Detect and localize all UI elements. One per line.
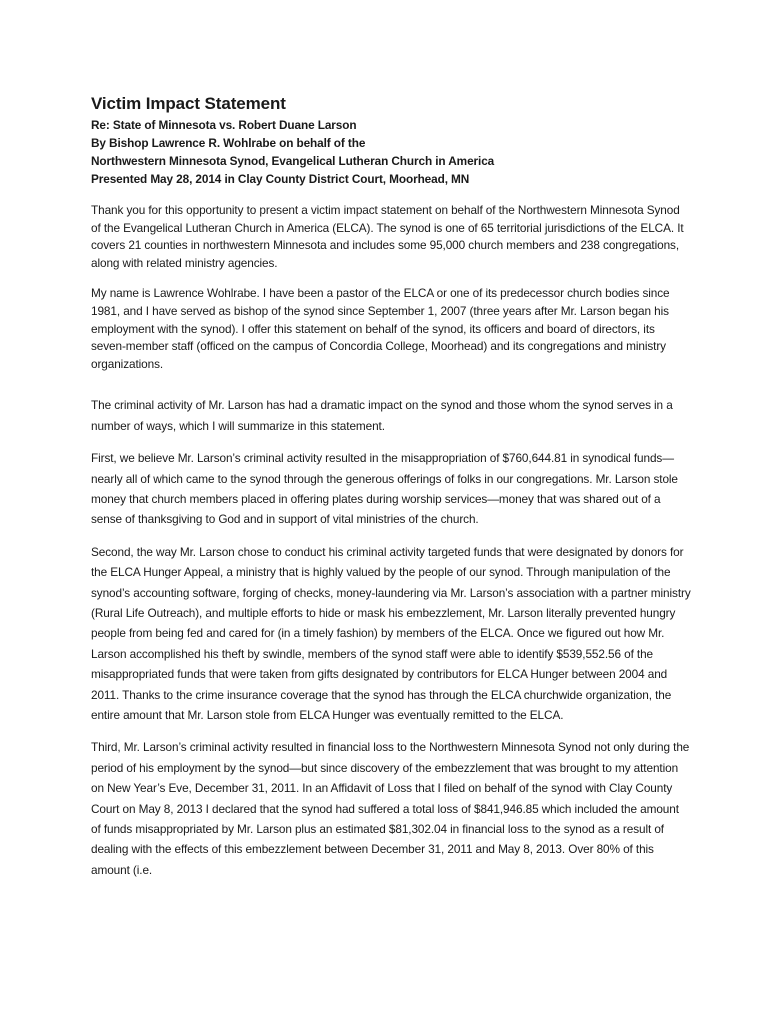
header-line-case: Re: State of Minnesota vs. Robert Duane Larson bbox=[91, 118, 357, 132]
header-line-author: By Bishop Lawrence R. Wohlrabe on behalf of the bbox=[91, 136, 366, 150]
document-page bbox=[91, 93, 691, 892]
paragraph-first: First, we believe Mr. Larson’s criminal activity resulted in the misappropriation of $760,644.81 in synodical funds—nearly all of which came to the synod through the generous offerings of folks in our congregations. Mr. Larson stole money that church members placed in offering plates during worship services—money that was shared out of a sense of thanksgiving to God and in support of vital ministries of the church. bbox=[91, 451, 678, 527]
header-line-presented: Presented May 28, 2014 in Clay County District Court, Moorhead, MN bbox=[91, 172, 470, 186]
paragraph-third: Third, Mr. Larson’s criminal activity resulted in financial loss to the Northwestern Minnesota Synod not only during the period of his employment by the synod—but since discovery of the embezzlement that was brought to my attention on New Year’s Eve, December 31, 2011. In an Affidavit of Loss that I filed on behalf of the synod with Clay County Court on May 8, 2013 I declared that the synod had suffered a total loss of $841,946.85 which included the amount of funds misappropriated by Mr. Larson plus an estimated $81,302.04 in financial loss to the synod as a result of dealing with the effects of this embezzlement between December 31, 2011 and May 8, 2013. Over 80% of this amount (i.e. bbox=[91, 740, 690, 877]
document-title: Victim Impact Statement bbox=[91, 94, 286, 113]
paragraph-intro: Thank you for this opportunity to present a victim impact statement on behalf of the Northwestern Minnesota Synod of the Evangelical Lutheran Church in America (ELCA). The synod is one of 65 territorial jurisdictions of the ELCA. It covers 21 counties in northwestern Minnesota and includes some 95,000 church members and 238 congregations, along with related ministry agencies. bbox=[91, 203, 684, 270]
paragraph-summary: The criminal activity of Mr. Larson has had a dramatic impact on the synod and those whom the synod serves in a number of ways, which I will summarize in this statement. bbox=[91, 398, 673, 433]
paragraph-second: Second, the way Mr. Larson chose to conduct his criminal activity targeted funds that were designated by donors for the ELCA Hunger Appeal, a ministry that is highly valued by the people of our synod. Through manipulation of the synod’s accounting software, forging of checks, money-laundering via Mr. Larson’s association with a partner ministry (Rural Life Outreach), and multiple efforts to hide or mask his embezzlement, Mr. Larson literally prevented hungry people from being fed and cared for (in a timely fashion) by members of the ELCA. Once we figured out how Mr. Larson accomplished his theft by swindle, members of the synod staff were able to identify $539,552.56 of the misappropriated funds that were taken from gifts designated by contributors for ELCA Hunger between 2004 and 2011. Thanks to the crime insurance coverage that the synod has through the ELCA churchwide organization, the entire amount that Mr. Larson stole from ELCA Hunger was eventually remitted to the ELCA. bbox=[91, 544, 691, 723]
paragraph-speaker: My name is Lawrence Wohlrabe. I have been a pastor of the ELCA or one of its predecessor church bodies since 1981, and I have served as bishop of the synod since September 1, 2007 (three years after Mr. Larson began his employment with the synod). I offer this statement on behalf of the synod, its officers and board of directors, its seven-member staff (officed on the campus of Concordia College, Moorhead) and its congregations and ministry organizations. bbox=[91, 286, 670, 371]
header-block bbox=[91, 116, 691, 188]
header-line-organization: Northwestern Minnesota Synod, Evangelical Lutheran Church in America bbox=[91, 154, 495, 168]
